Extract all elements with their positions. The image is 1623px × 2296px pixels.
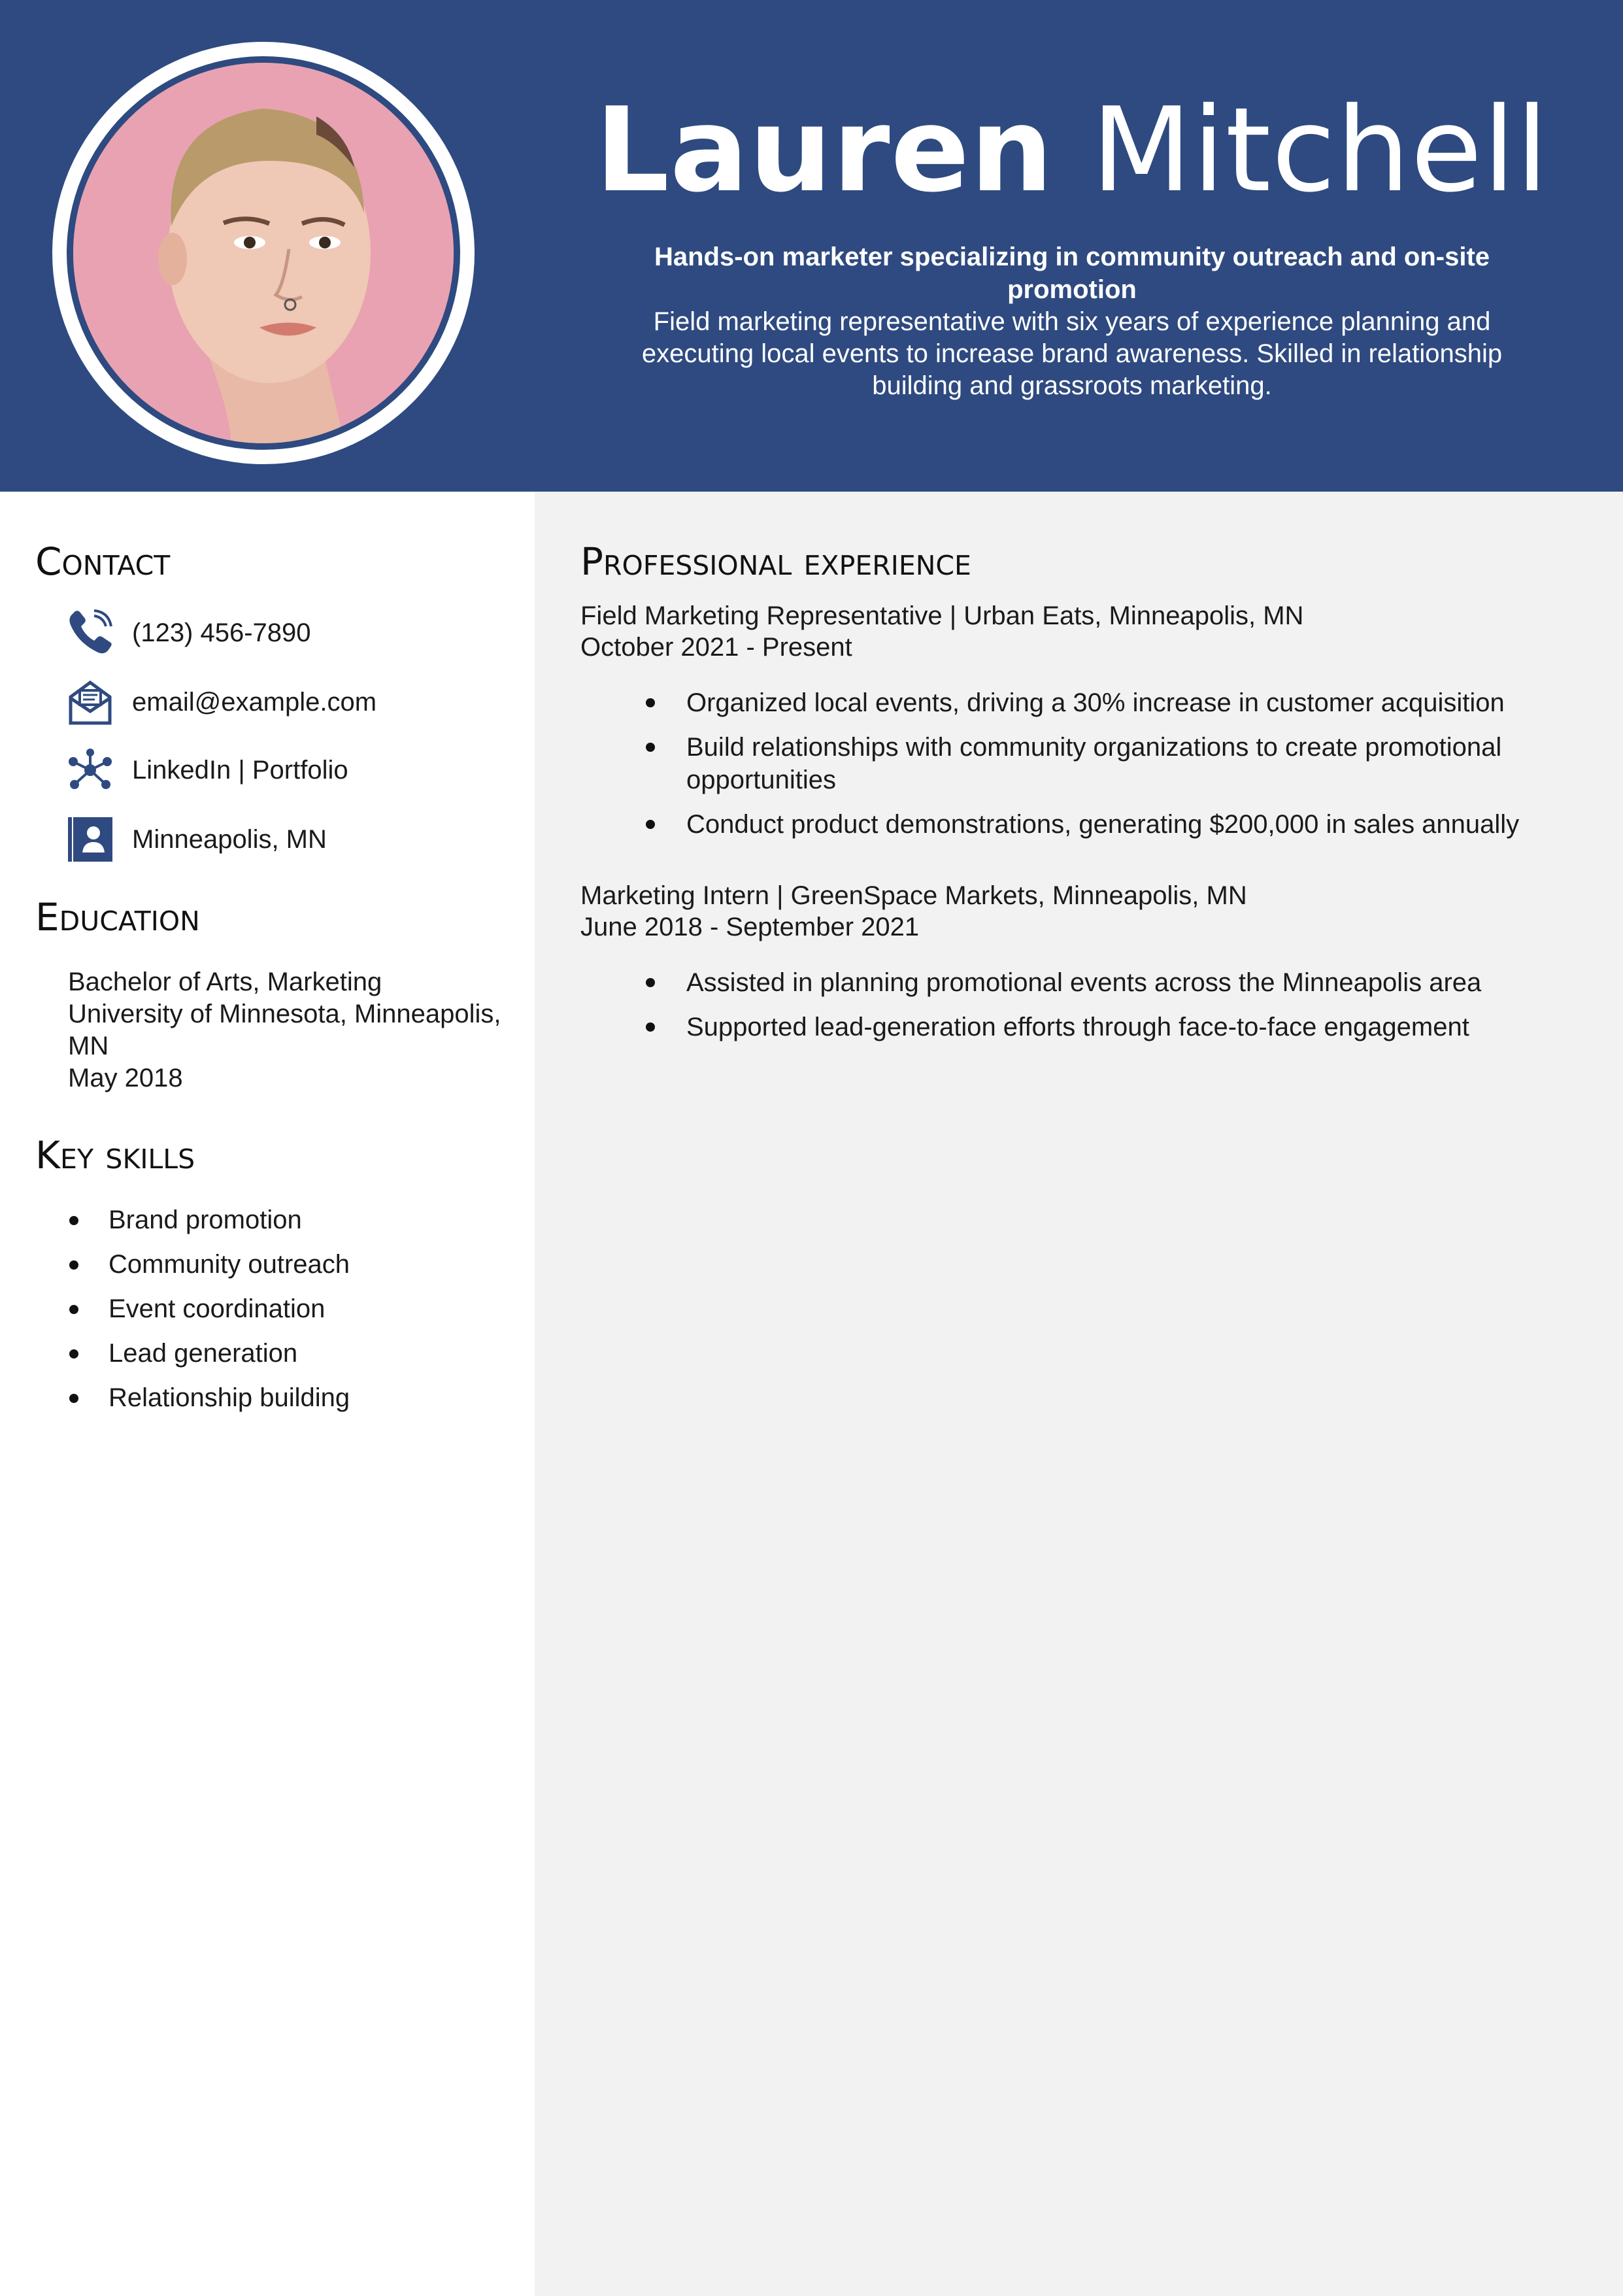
graduation-date: May 2018 — [68, 1064, 183, 1092]
phone-text: (123) 456-7890 — [132, 618, 311, 647]
education-heading: Education — [35, 895, 200, 939]
contact-phone — [65, 607, 523, 659]
profile-photo-frame — [52, 42, 475, 464]
last-name: Mitchell — [1091, 82, 1549, 218]
job-bullet: Build relationships with community organizations to create promotional opportunities — [580, 731, 1587, 796]
headline-tagline: Hands-on marketer specializing in community outreach and on-site promotion — [654, 243, 1490, 304]
contact-location — [65, 813, 523, 866]
experience-heading: Professional experience — [580, 539, 971, 584]
candidate-name — [588, 82, 1556, 218]
job-bullet: Conduct product demonstrations, generating $200,000 in sales annually — [580, 808, 1587, 841]
profile-photo — [73, 63, 454, 443]
skill-item: Lead generation — [65, 1334, 510, 1378]
education-entry — [68, 966, 512, 1094]
school: University of Minnesota, Minneapolis, — [68, 1000, 501, 1028]
job-bullet: Supported lead-generation efforts through face-to-face engagement — [580, 1011, 1587, 1043]
email-link[interactable]: email@example.com — [132, 688, 377, 717]
contact-links[interactable] — [65, 744, 523, 796]
skill-item: Event coordination — [65, 1289, 510, 1334]
skills-list — [65, 1200, 510, 1423]
job-entry — [580, 600, 1587, 853]
location-text: Minneapolis, MN — [132, 825, 327, 854]
network-icon — [65, 747, 115, 794]
header-banner — [0, 0, 1623, 492]
contact-card-icon — [65, 816, 115, 863]
envelope-icon — [65, 679, 115, 726]
profile-summary: Field marketing representative with six years of experience planning and executing local events to increase brand awareness. Skilled in relationship building and grassroots marketing. — [641, 307, 1503, 400]
contact-heading: Contact — [35, 539, 171, 584]
linkedin-portfolio-link[interactable]: LinkedIn | Portfolio — [132, 756, 348, 785]
job-bullet: Assisted in planning promotional events across the Minneapolis area — [580, 966, 1587, 999]
skill-item: Community outreach — [65, 1245, 510, 1289]
job-title: Marketing Intern | GreenSpace Markets, Minneapolis, MN — [580, 881, 1247, 910]
job-title: Field Marketing Representative | Urban Eats, Minneapolis, MN — [580, 601, 1304, 630]
degree: Bachelor of Arts, Marketing — [68, 968, 382, 996]
school-state: MN — [68, 1032, 109, 1060]
skill-item: Relationship building — [65, 1378, 510, 1423]
first-name: Lauren — [595, 82, 1054, 218]
job-dates: October 2021 - Present — [580, 633, 852, 662]
skills-heading: Key skills — [35, 1133, 195, 1177]
job-bullet: Organized local events, driving a 30% increase in customer acquisition — [580, 686, 1587, 719]
skill-item: Brand promotion — [65, 1200, 510, 1245]
contact-email[interactable] — [65, 676, 523, 728]
job-bullets — [580, 686, 1587, 841]
phone-icon — [65, 609, 115, 656]
job-dates: June 2018 - September 2021 — [580, 913, 920, 941]
job-bullets — [580, 966, 1587, 1043]
job-entry — [580, 880, 1587, 1055]
